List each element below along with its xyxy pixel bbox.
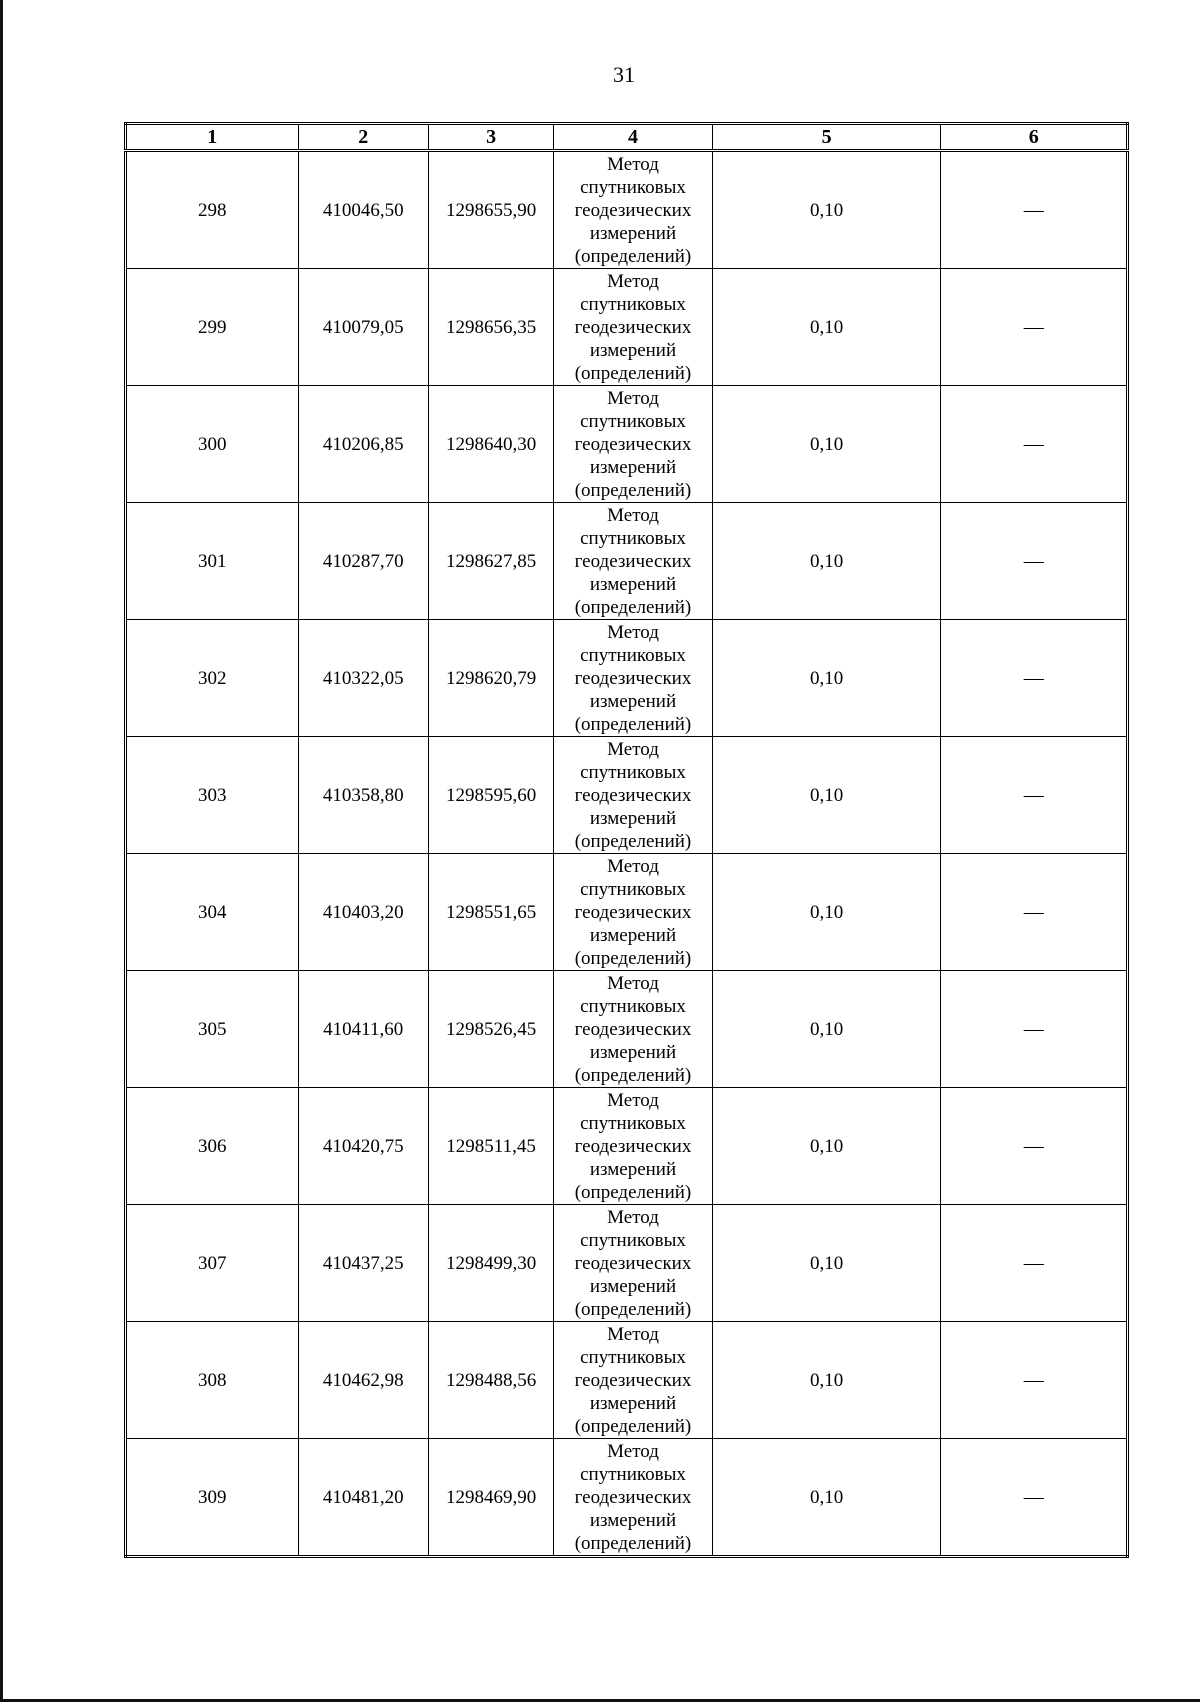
method-line: измерений [589, 690, 677, 712]
method-line: Метод [607, 621, 659, 643]
page-number: 31 [613, 62, 635, 87]
table-row [126, 854, 1128, 971]
point-number-cell: 307 [126, 1205, 299, 1322]
method-line: (определений) [574, 1532, 692, 1554]
description-cell: — [941, 503, 1128, 620]
accuracy-cell: 0,10 [712, 1205, 941, 1322]
method-line: спутниковых [580, 995, 686, 1017]
accuracy-cell: 0,10 [712, 1322, 941, 1439]
description-cell: — [941, 269, 1128, 386]
method-line: Метод [607, 972, 659, 994]
method-cell [554, 269, 712, 386]
method-line: спутниковых [580, 1463, 686, 1485]
method-line: спутниковых [580, 644, 686, 666]
method-line: геодезических [574, 1252, 692, 1274]
x-coordinate-cell: 410411,60 [298, 971, 428, 1088]
method-line: (определений) [574, 713, 692, 735]
method-line: геодезических [574, 550, 692, 572]
method-line: измерений [589, 339, 677, 361]
y-coordinate-cell: 1298526,45 [428, 971, 553, 1088]
header-col-4: 4 [554, 124, 712, 151]
method-line: геодезических [574, 667, 692, 689]
method-line: Метод [607, 153, 659, 175]
description-cell: — [941, 971, 1128, 1088]
x-coordinate-cell: 410046,50 [298, 151, 428, 269]
method-line: Метод [607, 1440, 659, 1462]
method-line: спутниковых [580, 527, 686, 549]
accuracy-cell: 0,10 [712, 1088, 941, 1205]
description-cell: — [941, 151, 1128, 269]
y-coordinate-cell: 1298627,85 [428, 503, 553, 620]
table-row [126, 1439, 1128, 1557]
header-col-5: 5 [712, 124, 941, 151]
scan-edge-left [0, 0, 3, 1702]
method-cell [554, 151, 712, 269]
point-number-cell: 306 [126, 1088, 299, 1205]
method-line: Метод [607, 504, 659, 526]
method-line: геодезических [574, 901, 692, 923]
method-cell [554, 503, 712, 620]
x-coordinate-cell: 410287,70 [298, 503, 428, 620]
x-coordinate-cell: 410079,05 [298, 269, 428, 386]
table-row [126, 620, 1128, 737]
point-number-cell: 304 [126, 854, 299, 971]
method-line: (определений) [574, 479, 692, 501]
point-number-cell: 301 [126, 503, 299, 620]
method-line: (определений) [574, 947, 692, 969]
method-line: измерений [589, 573, 677, 595]
y-coordinate-cell: 1298595,60 [428, 737, 553, 854]
method-line: измерений [589, 924, 677, 946]
description-cell: — [941, 1322, 1128, 1439]
accuracy-cell: 0,10 [712, 737, 941, 854]
x-coordinate-cell: 410322,05 [298, 620, 428, 737]
method-cell [554, 1205, 712, 1322]
y-coordinate-cell: 1298488,56 [428, 1322, 553, 1439]
accuracy-cell: 0,10 [712, 503, 941, 620]
y-coordinate-cell: 1298469,90 [428, 1439, 553, 1557]
table-row [126, 1088, 1128, 1205]
method-line: измерений [589, 1392, 677, 1414]
method-line: (определений) [574, 1415, 692, 1437]
method-line: геодезических [574, 1018, 692, 1040]
description-cell: — [941, 1088, 1128, 1205]
method-line: (определений) [574, 1064, 692, 1086]
table-body [126, 151, 1128, 1557]
method-line: спутниковых [580, 176, 686, 198]
method-line: геодезических [574, 199, 692, 221]
accuracy-cell: 0,10 [712, 854, 941, 971]
method-line: (определений) [574, 1181, 692, 1203]
method-cell [554, 854, 712, 971]
x-coordinate-cell: 410437,25 [298, 1205, 428, 1322]
method-line: Метод [607, 855, 659, 877]
method-line: геодезических [574, 1369, 692, 1391]
point-number-cell: 303 [126, 737, 299, 854]
method-line: геодезических [574, 1486, 692, 1508]
x-coordinate-cell: 410358,80 [298, 737, 428, 854]
method-line: геодезических [574, 784, 692, 806]
description-cell: — [941, 620, 1128, 737]
method-line: спутниковых [580, 1229, 686, 1251]
method-line: (определений) [574, 830, 692, 852]
method-cell [554, 1439, 712, 1557]
method-line: спутниковых [580, 293, 686, 315]
y-coordinate-cell: 1298640,30 [428, 386, 553, 503]
accuracy-cell: 0,10 [712, 971, 941, 1088]
method-line: (определений) [574, 362, 692, 384]
y-coordinate-cell: 1298511,45 [428, 1088, 553, 1205]
accuracy-cell: 0,10 [712, 386, 941, 503]
method-line: спутниковых [580, 1346, 686, 1368]
table-row [126, 737, 1128, 854]
table-row [126, 1205, 1128, 1322]
method-line: измерений [589, 1041, 677, 1063]
method-line: измерений [589, 456, 677, 478]
header-col-1: 1 [126, 124, 299, 151]
x-coordinate-cell: 410403,20 [298, 854, 428, 971]
method-line: спутниковых [580, 878, 686, 900]
coordinates-table [124, 122, 1129, 1558]
description-cell: — [941, 1439, 1128, 1557]
method-line: измерений [589, 222, 677, 244]
method-line: спутниковых [580, 410, 686, 432]
method-cell [554, 386, 712, 503]
table-row [126, 1322, 1128, 1439]
method-line: геодезических [574, 1135, 692, 1157]
accuracy-cell: 0,10 [712, 620, 941, 737]
method-cell [554, 620, 712, 737]
description-cell: — [941, 737, 1128, 854]
table-row [126, 386, 1128, 503]
method-line: спутниковых [580, 761, 686, 783]
table-row [126, 503, 1128, 620]
point-number-cell: 309 [126, 1439, 299, 1557]
header-col-6: 6 [941, 124, 1128, 151]
method-line: геодезических [574, 316, 692, 338]
point-number-cell: 298 [126, 151, 299, 269]
method-line: измерений [589, 1158, 677, 1180]
table-row [126, 269, 1128, 386]
accuracy-cell: 0,10 [712, 269, 941, 386]
method-line: Метод [607, 1323, 659, 1345]
y-coordinate-cell: 1298620,79 [428, 620, 553, 737]
method-line: измерений [589, 1509, 677, 1531]
accuracy-cell: 0,10 [712, 1439, 941, 1557]
method-line: Метод [607, 738, 659, 760]
y-coordinate-cell: 1298551,65 [428, 854, 553, 971]
method-line: геодезических [574, 433, 692, 455]
method-line: (определений) [574, 596, 692, 618]
method-line: (определений) [574, 245, 692, 267]
point-number-cell: 305 [126, 971, 299, 1088]
method-cell [554, 1088, 712, 1205]
description-cell: — [941, 854, 1128, 971]
header-col-2: 2 [298, 124, 428, 151]
method-line: Метод [607, 270, 659, 292]
method-line: спутниковых [580, 1112, 686, 1134]
table-row [126, 151, 1128, 269]
accuracy-cell: 0,10 [712, 151, 941, 269]
method-line: Метод [607, 387, 659, 409]
y-coordinate-cell: 1298656,35 [428, 269, 553, 386]
y-coordinate-cell: 1298655,90 [428, 151, 553, 269]
point-number-cell: 302 [126, 620, 299, 737]
method-line: измерений [589, 1275, 677, 1297]
point-number-cell: 308 [126, 1322, 299, 1439]
point-number-cell: 299 [126, 269, 299, 386]
method-cell [554, 1322, 712, 1439]
header-col-3: 3 [428, 124, 553, 151]
x-coordinate-cell: 410462,98 [298, 1322, 428, 1439]
method-line: измерений [589, 807, 677, 829]
x-coordinate-cell: 410481,20 [298, 1439, 428, 1557]
description-cell: — [941, 386, 1128, 503]
method-line: Метод [607, 1089, 659, 1111]
description-cell: — [941, 1205, 1128, 1322]
x-coordinate-cell: 410206,85 [298, 386, 428, 503]
header-row [126, 124, 1128, 151]
method-cell [554, 737, 712, 854]
method-cell [554, 971, 712, 1088]
method-line: Метод [607, 1206, 659, 1228]
table-row [126, 971, 1128, 1088]
y-coordinate-cell: 1298499,30 [428, 1205, 553, 1322]
point-number-cell: 300 [126, 386, 299, 503]
method-line: (определений) [574, 1298, 692, 1320]
x-coordinate-cell: 410420,75 [298, 1088, 428, 1205]
